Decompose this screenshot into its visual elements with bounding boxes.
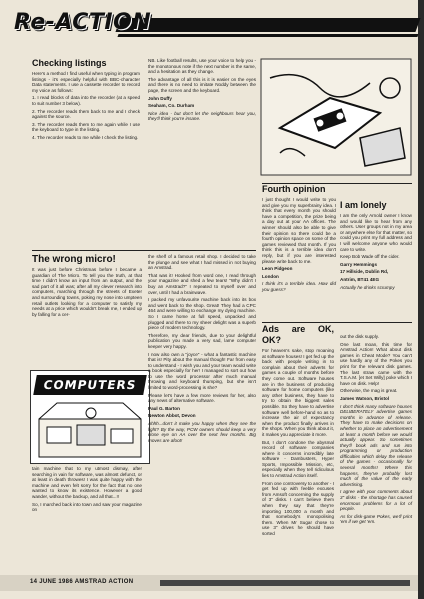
ads-para: out the disk supply. [340, 334, 379, 339]
page-folio: 14 JUNE 1986 AMSTRAD ACTION [30, 579, 134, 585]
wrong-micro-para: Therefore, my dear friends, due to your delightful publication you made a very sad, lame computer keeper very happy. [148, 332, 256, 349]
wrong-micro-para: I packed my unfavourite machine back into its box and went back to the shop. Great! They had a CPC 464 and were willing to exchange my dying machine. So I came home at full speed, unpacked and plugged and there to my sheer delight was a superb piece of modern technology. [148, 297, 256, 331]
computers-illustration [30, 370, 150, 464]
wrong-micro-para: I now also own a "joyce" - what a fantastic machine that is! Pity about the manual though! Far from easy to understand - I wish you and your team would write a book especially for her! I managed to sort out how to use the word processor after much manual throwing and keyboard thumping, but she isn't limited to word-processing is she? [148, 351, 256, 391]
wrong-micro-reply: Ahhh...don't it make you happy when they see the light? By the way, PCW owners should keep a very close eye on AA over the next few months. Big moves are afoot! [148, 421, 256, 443]
section-title: Re-ACTION [14, 10, 152, 35]
checking-col-1 [32, 58, 140, 143]
wrong-micro-para: It was just before Christmas before I became a guardian of The Micro. To tell you the truth, at that time I didn't know an input from an output, and the sad part of it all was; after all my clever research into computers, marching through the streets of Exeter and surrounding towns, poking my nose into umpteen retail outlets looking for a computer to satisfy my needs at a price which wouldn't break me, I ended up by falling for a cer- [32, 267, 142, 317]
checking-para: NB. Like football results, use your voice to help you - the monotonous note if the next number is the same, and a hesitation as they change. [148, 58, 256, 75]
checking-para: Here's a method I find useful when typing in program listings - it's especially helpful with BBC-character Data statements. I use a cassette recorder to record my voice as follows: [32, 71, 140, 93]
ads-reply: I agree with your comments about 3" disks - the shortage has caused enormous problems for a lot of people. [340, 489, 412, 512]
checking-para: 1. I read blocks of data into the recorder (at a speed to suit number 3 below). [32, 95, 140, 106]
ads-para: Otherwise, the mag is great. [340, 388, 398, 394]
rule-top-left [32, 250, 256, 251]
checking-heading: Checking listings [32, 58, 107, 68]
ads-reply: As for disk-game Pokes, we'll print 'em if we get 'em. [340, 513, 412, 525]
lonely-heading: I am lonely [340, 200, 387, 210]
lonely-reply: Actually he drinks scrumpy [340, 284, 395, 290]
wrong-micro-location: Newton Abbot, Devon [148, 413, 196, 419]
checking-col-2 [148, 58, 256, 124]
wrong-micro-para: Please let's have a few more reviews for her, also any news of alternative software. [148, 392, 256, 404]
masthead-bar [115, 18, 420, 32]
shop-illustration [37, 399, 143, 459]
wrong-micro-para: tain machine that to my utmost dismay, after searching in vain for software, was almost defunct, or at least in death throwes! I was quite happy with the machine and even felt sorry for the fact that no one wanted to know its existence. However a good wander, without the backup, and all that...!! [32, 466, 142, 499]
fourth-opinion [262, 184, 336, 295]
checking-para: 3. The recorder reads them to me again while I use the keyboard to type in the listing. [32, 121, 140, 133]
scan-edge [418, 0, 424, 599]
checking-para: The advantage of all this is it is easier on the eyes and there is no need to imitate Noddy between the page, the screen and the keyboard. [148, 76, 256, 93]
wrong-micro-signature: Paul G. Barton [148, 405, 180, 411]
lonely-address: 17 Hillside, Dublin Rd, [340, 269, 389, 275]
ads-para: One last moan, this time for Amstrad Action! What about disk games in Cheat Mode? You can't use hardly any of the Pokes you print for the relevant disk games. The last straw came with the T.S.A.M. [et Set Willy] poke which I have on disk. Help! [340, 341, 412, 386]
wrong-micro-para: That was it! Hooked from word one, I read through your magazine and shed a few tears! "Why didn't I buy an Amstrad?" I repeated to myself over and over, until I had a brainwave. [148, 272, 256, 295]
wrong-micro-col-1b [32, 466, 142, 515]
fourth-opinion-signature: Leon Pidgeon [262, 266, 293, 272]
ads-para: From one controversy to another - I get fed up with feeble excuses from Amsoft concerning the supply of 3" disks. I can't believe them when they say that they're importing 100,000 a month and that somebody's monopolising them. When Mr Sugar chose to use 3" drives he should have sorted [262, 480, 334, 536]
wrong-micro-col-2 [148, 254, 256, 445]
ads-reply: I don't think many software houses DELIBERATELY advertise games months in advance of release. They have to make decisions on whether to place an advertisement at least a month before we would actually appear. So sometimes they'll book ads and run into programming or production difficulties which delay the release of the games - occasionally for several months! Where this happens, they've probably lost much of the value of the early advertising. [340, 403, 412, 487]
checking-reply: Nice idea - but don't let the neighbours hear you, they'll think you're insane. [148, 110, 256, 122]
lonely [340, 200, 412, 292]
cassette-illustration [260, 58, 412, 176]
lonely-para: Keep Bob Wade off the cider. [340, 254, 400, 260]
wrong-micro-para: the shelf of a famous retail shop. I decided to take the plunge and see what I had missed in not buying an Amstrad. [148, 254, 256, 271]
ads-para: But, I don't condone the abysmal record of software companies where it concerns incredibly late software - Dambusters, Hyper Sports, Impossible Mission, etc, especially when they tell ridiculous lies to Amstrad Action itself. [262, 439, 334, 479]
fourth-opinion-para: I just thought I would write to you and give you my superbrainy idea. I think that every month you should have a competition, the prize being a day out at your AA offices. The winner should also be able to give their opinion so there could be a fourth opinion space on some of the games reviewed that month. If you think this is a terrible idea don't reply, but if you are interested please write back to me. [262, 197, 336, 264]
masthead-stripe [117, 34, 418, 37]
checking-para: 4. The recorder reads to me while I check the listing. [32, 134, 139, 140]
checking-para: 2. The recorder reads them back to me and I check against the source. [32, 108, 140, 120]
ads-heading: Ads are OK, OK? [262, 324, 334, 345]
ads-col-1 [262, 324, 334, 539]
wrong-micro-col-1 [32, 254, 142, 319]
fourth-opinion-location: London [262, 273, 279, 279]
lonely-para: I am the only Arnold owner I know and would like to hear from any others. User groups not in my area or anywhere else for that matter, so could you print my full address and I will welcome anyone who would care to write. [340, 213, 413, 252]
ads-signature: James Watson, Bristol [340, 395, 390, 401]
lonely-address: Antrim, BT41 4EG [340, 276, 380, 282]
checking-location: Seaham, Co. Durham [148, 103, 195, 109]
wrong-micro-heading: The wrong micro! [32, 254, 116, 265]
checking-signature: John Duffy [148, 95, 172, 101]
lonely-signature: Garry Hemmings [340, 261, 378, 267]
ads-para: For heaven's sake, stop moaning at software houses! I get fed up the back with people writing in to complain about their adverts for games a couple of months before they come out. Software houses are in the business of producing software for home computers (like any other business, they have to try to obtain the biggest sales possible. So they have to advertise software well before-hand so as to increase the air of expectancy when the product finally arrives in the shops. When you think about it, it makes you appreciate it more. [262, 348, 334, 437]
computers-word: COMPUTERS [33, 375, 147, 395]
ads-col-2 [340, 334, 412, 527]
wrong-micro-para: So, I marched back into town and saw your magazine on [32, 501, 142, 513]
rule-ads [262, 322, 412, 323]
masthead [8, 4, 418, 44]
fourth-opinion-heading: Fourth opinion [262, 184, 326, 194]
footer-bar [160, 580, 410, 586]
fourth-opinion-reply: I think it's a terrible idea. How did you guess? [262, 281, 336, 292]
